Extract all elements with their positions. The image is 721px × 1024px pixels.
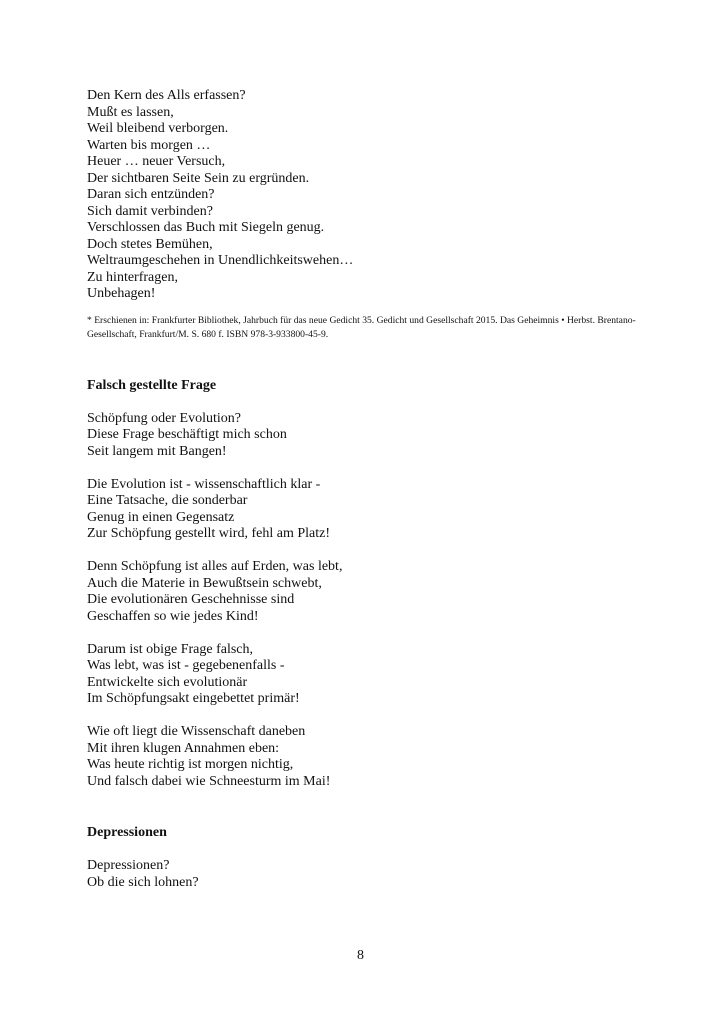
poem-line: Verschlossen das Buch mit Siegeln genug.	[87, 220, 325, 235]
stanza	[87, 642, 647, 708]
poem-title: Falsch gestellte Frage	[87, 377, 217, 393]
stanza	[87, 411, 647, 461]
poem-line: Die Evolution ist - wissenschaftlich klar -	[87, 476, 321, 492]
poem-line: Mußt es lassen,	[87, 104, 174, 120]
poem-line: Die evolutionären Geschehnisse sind	[87, 592, 295, 607]
poem-line: Denn Schöpfung ist alles auf Erden, was lebt,	[87, 559, 343, 574]
poem-line: Wie oft liegt die Wissenschaft daneben	[87, 724, 306, 739]
page-number: 8	[357, 948, 364, 963]
poem-line: Eine Tatsache, die sonderbar	[87, 493, 248, 508]
poem-line: Depressionen?	[87, 858, 170, 873]
poem-line: Diese Frage beschäftigt mich schon	[87, 427, 287, 442]
poem-line: Genug in einen Gegensatz	[87, 509, 235, 525]
poem-line: Was lebt, was ist - gegebenenfalls -	[87, 658, 285, 673]
poem-line: Was heute richtig ist morgen nichtig,	[87, 757, 294, 772]
poem-line: Mit ihren klugen Annahmen eben:	[87, 740, 280, 756]
poem-line: Doch stetes Bemühen,	[87, 236, 213, 252]
poem-line: Den Kern des Alls erfassen?	[87, 88, 246, 103]
poem-line: Schöpfung oder Evolution?	[87, 410, 241, 426]
poem-line: Der sichtbaren Seite Sein zu ergründen.	[87, 170, 310, 186]
poem-line: Zur Schöpfung gestellt wird, fehl am Platz!	[87, 526, 330, 541]
poem-line: Weltraumgeschehen in Unendlichkeitswehen…	[87, 253, 354, 268]
page-content	[87, 88, 647, 891]
poem-line: Im Schöpfungsakt eingebettet primär!	[87, 691, 300, 706]
poem-line: Geschaffen so wie jedes Kind!	[87, 608, 259, 624]
poem-line: Sich damit verbinden?	[87, 203, 213, 219]
poem-line: Heuer … neuer Versuch,	[87, 154, 226, 169]
poem-line: Entwickelte sich evolutionär	[87, 674, 248, 690]
stanza	[87, 858, 647, 891]
poem-line: Ob die sich lohnen?	[87, 874, 199, 890]
poem-1	[87, 88, 647, 303]
poem-line: Darum ist obige Frage falsch,	[87, 641, 254, 657]
stanza	[87, 477, 647, 543]
poem-line: Weil bleibend verborgen.	[87, 121, 229, 136]
poem-line: Zu hinterfragen,	[87, 269, 178, 285]
poem-line: Daran sich entzünden?	[87, 187, 215, 202]
poem-line: Seit langem mit Bangen!	[87, 443, 227, 459]
poem-title: Depressionen	[87, 825, 167, 840]
poem-line: Auch die Materie in Bewußtsein schwebt,	[87, 575, 322, 591]
stanza	[87, 559, 647, 625]
poem-line: Warten bis morgen …	[87, 137, 211, 153]
poem-line: Unbehagen!	[87, 286, 156, 301]
footnote: * Erschienen in: Frankfurter Bibliothek, Jahrbuch für das neue Gedicht 35. Gedicht und Gesellschaft 2015. Das Geheimnis • Herbst. Brentano-Gesellschaft, Frankfurt/M. S. 680 f. ISBN 978-3-933800-45-9.	[87, 314, 636, 340]
poem-line: Und falsch dabei wie Schneesturm im Mai!	[87, 773, 331, 789]
stanza	[87, 724, 647, 790]
